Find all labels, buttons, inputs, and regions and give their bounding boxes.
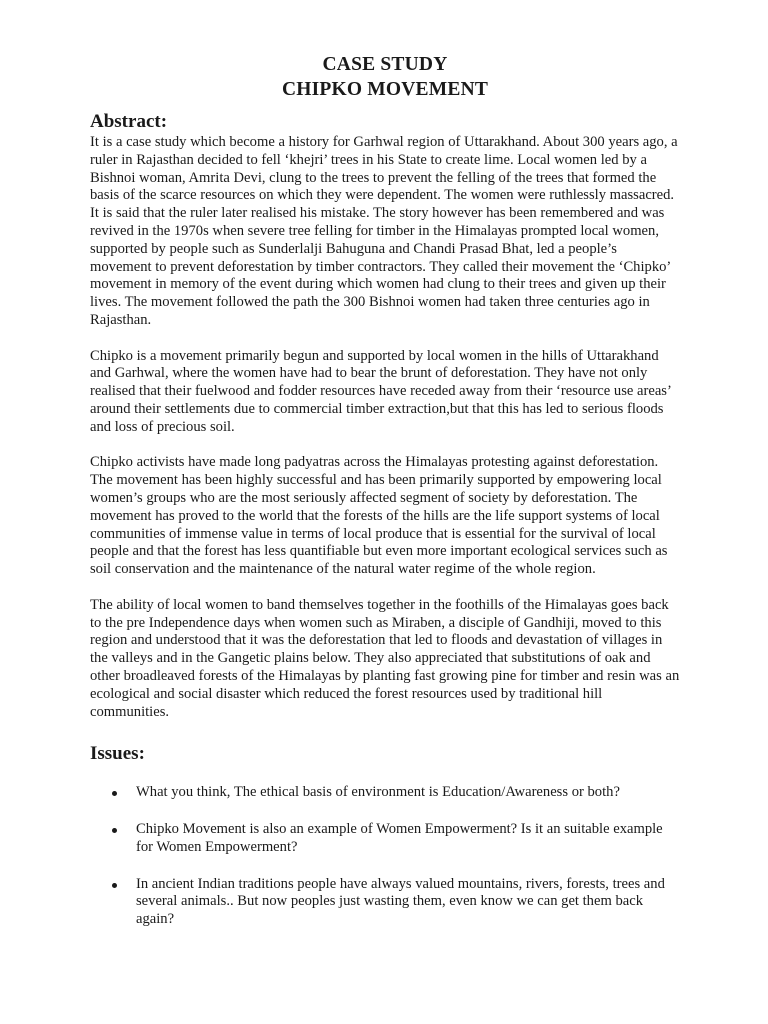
bullet-icon: [112, 883, 117, 888]
abstract-paragraph-4: The ability of local women to band themselves together in the foothills of the Himalayas goes back to the pre Independence days when women such as Miraben, a disciple of Gandhiji, moved to this region and understood that it was the deforestation that led to floods and devastation of villages in the valleys and in the Gangetic plains below. They also appreciated that substitutions of oak and other broadleaved forests of the Himalayas by planting fast growing pine for timber and resin was an ecological and social disaster which reduced the forest resources used by traditional hill communities.: [90, 596, 680, 720]
issue-item-1: [112, 784, 680, 802]
abstract-heading: Abstract:: [90, 111, 168, 132]
issue-item-2: [112, 821, 680, 857]
bullet-icon: [112, 791, 117, 796]
bullet-icon: [112, 828, 117, 833]
abstract-paragraph-1: It is a case study which become a history for Garhwal region of Uttarakhand. About 300 years ago, a ruler in Rajasthan decided to fell ‘khejri’ trees in his State to create lime. Local women led by a Bishnoi woman, Amrita Devi, clung to the trees to prevent the felling of the trees that formed the basis of the scarce resources on which they were dependent. The women were ruthlessly massacred. It is said that the ruler later realised his mistake. The story however has been remembered and was revived in the 1970s when severe tree felling for timber in the Himalayas prompted local women, supported by people such as Sunderlalji Bahuguna and Chandi Prasad Bhat, led a people’s movement to prevent deforestation by timber contractors. They called their movement the ‘Chipko’ movement in memory of the event during which women had clung to their trees and given up their lives. The movement followed the path the 300 Bishnoi women had taken three centuries ago in Rajasthan.: [90, 134, 678, 328]
document-title: [90, 52, 680, 102]
abstract-paragraph-3: Chipko activists have made long padyatras across the Himalayas protesting against deforestation. The movement has been highly successful and has been primarily supported by empowering local women’s groups who are the most seriously affected segment of society by deforestation. The movement has proved to the world that the forests of the hills are the life support systems of local communities of immense value in terms of local produce that is essential for the survival of local people and that the forest has less quantifiable but even more important ecological services such as soil conservation and the maintenance of the natural water regime of the whole region.: [90, 454, 668, 578]
issue-text-1: What you think, The ethical basis of environment is Education/Awareness or both?: [136, 784, 620, 801]
issues-list: [90, 784, 680, 929]
issue-item-3: [112, 876, 680, 929]
abstract-body: [90, 134, 680, 721]
issues-heading: Issues:: [90, 743, 145, 765]
title-line-1: CASE STUDY: [322, 54, 448, 75]
abstract-paragraph-2: Chipko is a movement primarily begun and supported by local women in the hills of Uttarakhand and Garhwal, where the women have had to bear the brunt of deforestation. They have not only realised that their fuelwood and fodder resources have receded away from their ‘resource use areas’ around their settlements due to commercial timber extraction,but that this has led to serious floods and loss of precious soil.: [90, 347, 671, 435]
title-line-2: CHIPKO MOVEMENT: [281, 79, 489, 100]
issue-text-3: In ancient Indian traditions people have always valued mountains, rivers, forests, trees and several animals.. But now peoples just wasting them, even know we can get them back again?: [136, 875, 665, 928]
issue-text-2: Chipko Movement is also an example of Women Empowerment? Is it an suitable example for Women Empowerment?: [136, 821, 663, 855]
